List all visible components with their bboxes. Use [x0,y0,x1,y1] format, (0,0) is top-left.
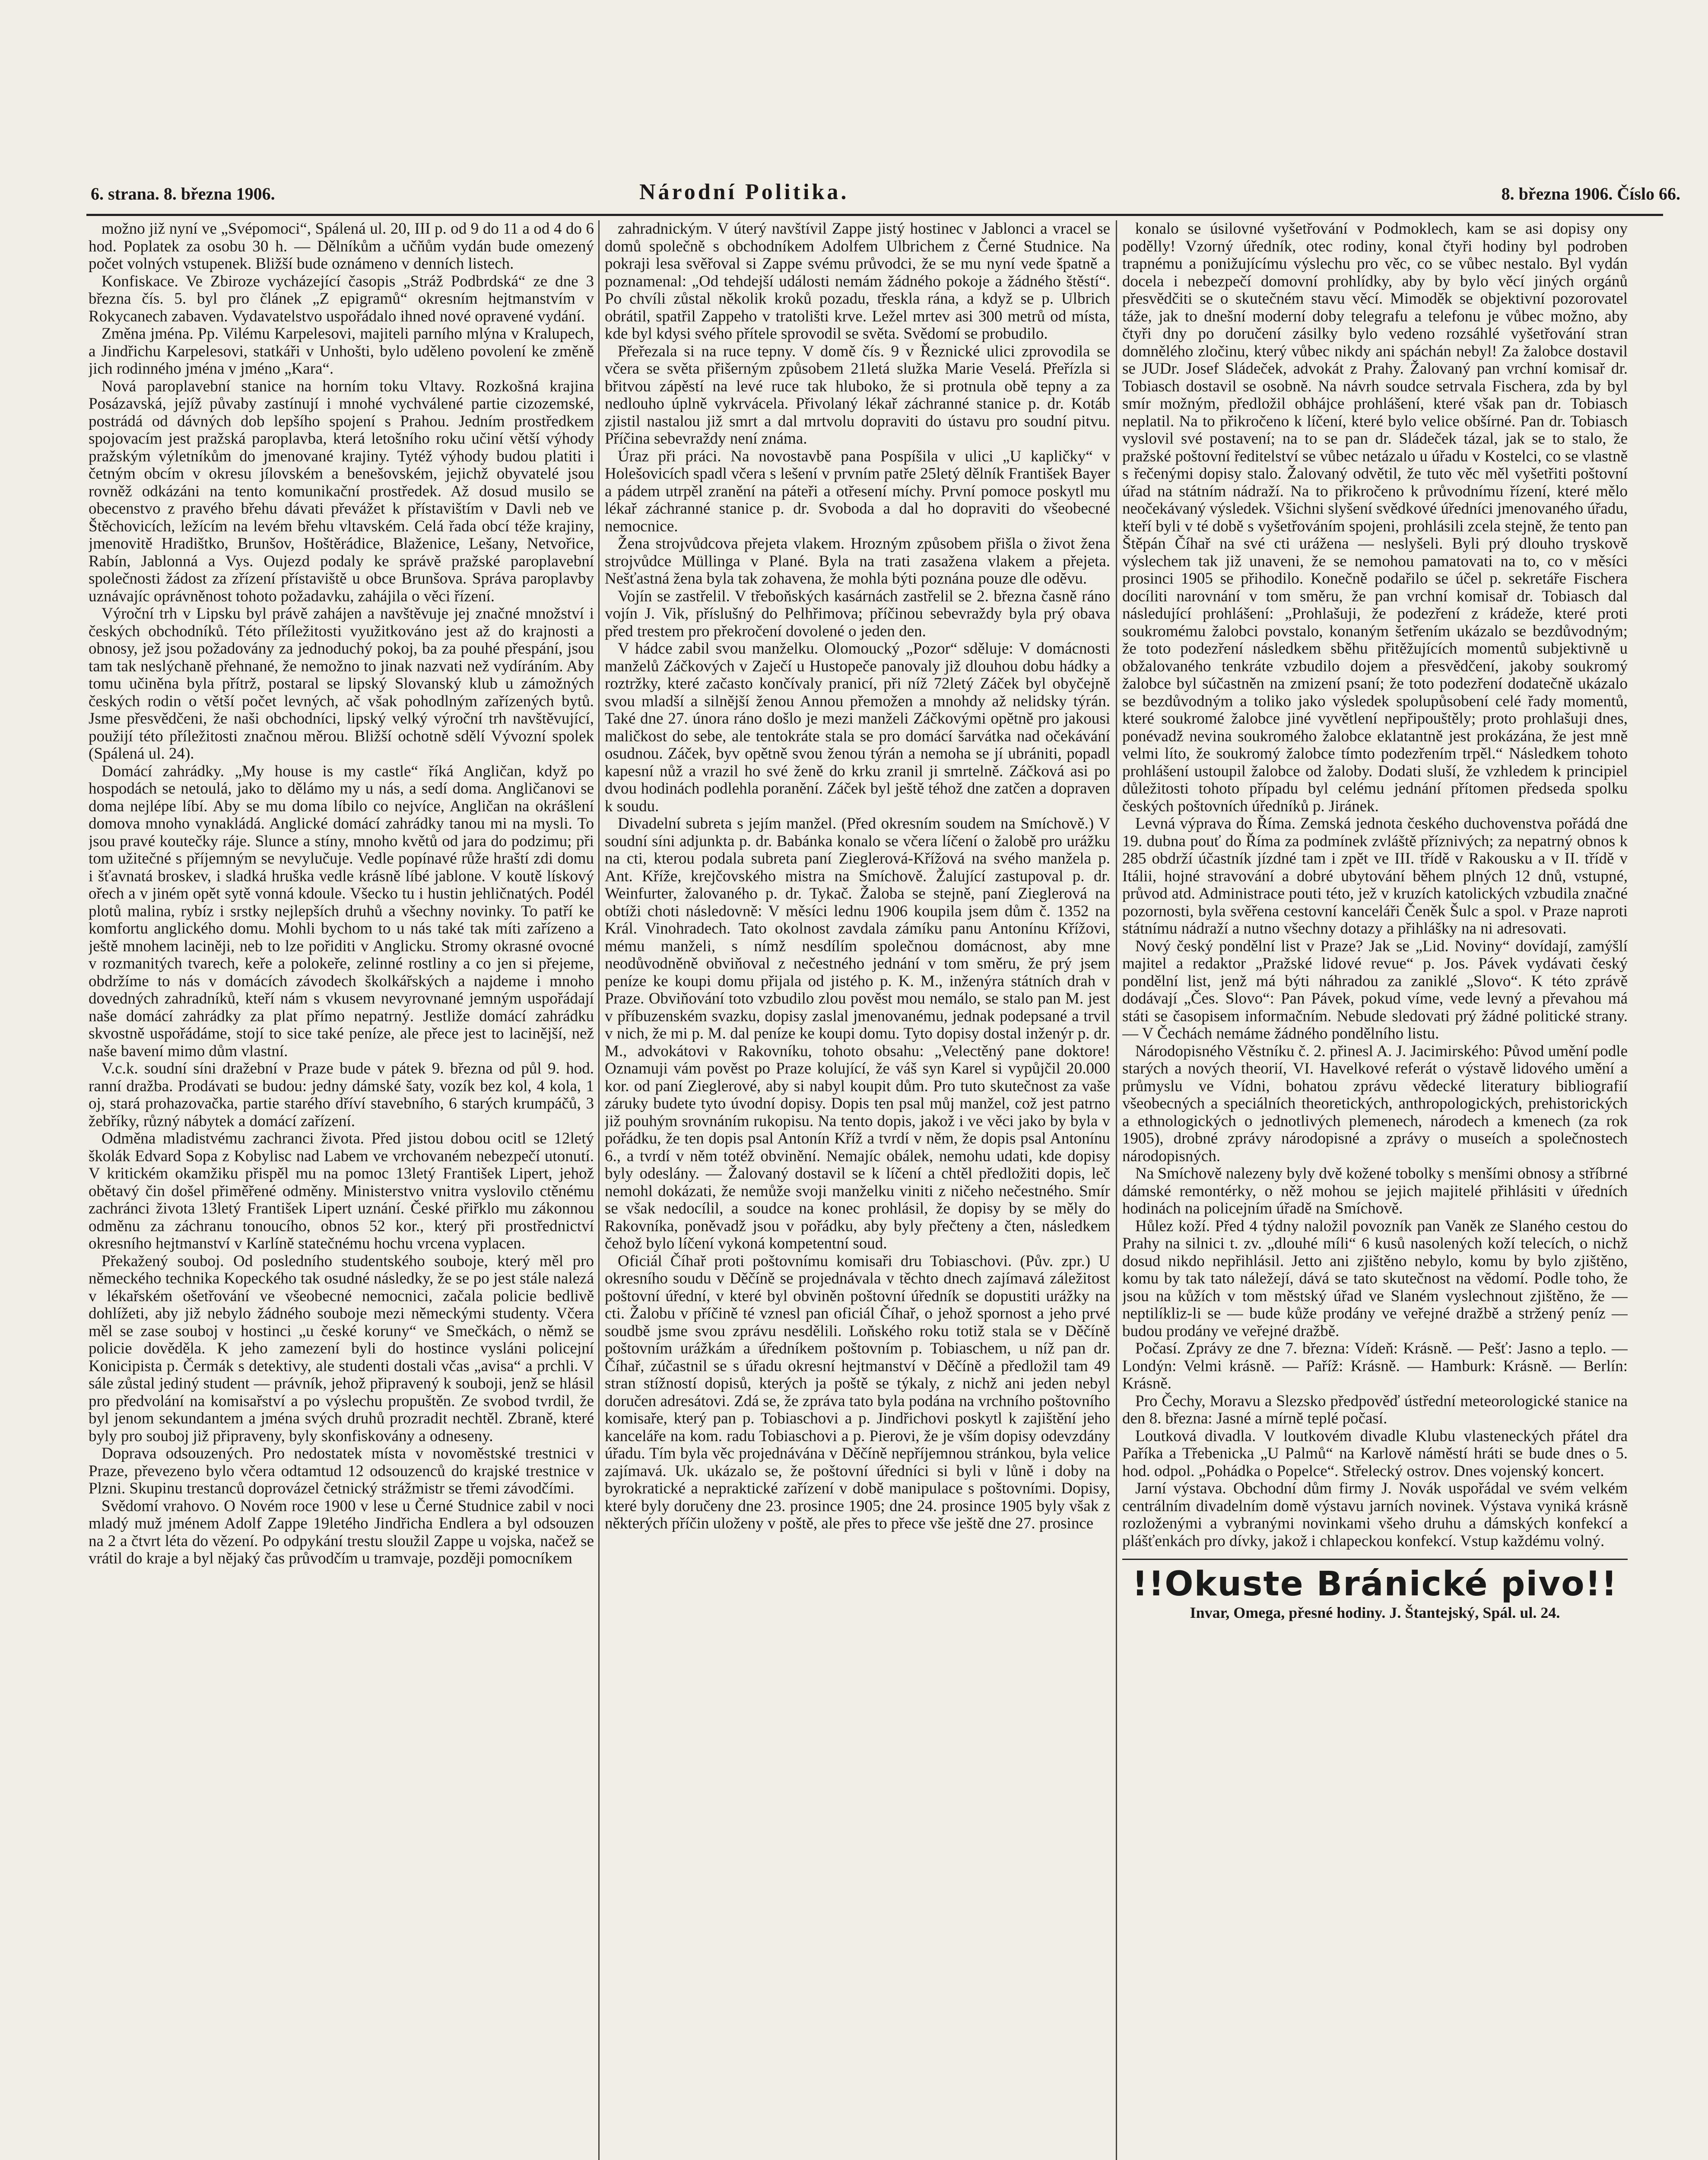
column-2 [605,220,1110,2160]
article-paragraph: Překažený souboj. Od posledního studentského souboje, který měl pro německého technika Kopeckého tak osudné následky, že se po jest stále nalezá v lékařském ošetřování ve všeobecné nemocnici, začala policie bedlivě dohlížeti, aby již nebylo žádného souboje mezi německými studenty. Včera měl se zase souboj v hostinci „u české koruny“ ve Smečkách, o němž se policie dověděla. K jeho zamezení byli do hostince vysláni policejní Konicipista p. Čermák s detektivy, ale studenti dostali včas „avisa“ a prchli. V sále zůstal jediný student — právník, jehož připravený k souboji, jenž se hlásil pro předvolání na komisařství a po výslechu propuštěn. Ze svobod tvrdil, že byl jenom sekundantem a jména svých druhů prozradit nechtěl. Zbraně, které byly pro souboj již připraveny, byly skonfiskovány a odneseny. [89,1252,594,1445]
article-paragraph: Pro Čechy, Moravu a Slezsko předpověď ústřední meteorologické stanice na den 8. března: Jasné a mírně teplé počasí. [1122,1392,1628,1427]
article-paragraph: Žena strojvůdcova přejeta vlakem. Hrozným způsobem přišla o život žena strojvůdce Müllinga v Plané. Byla na trati zasažena vlakem a přejeta. Nešťastná žena byla tak zohavena, že mohla býti poznána pouze dle oděvu. [605,535,1110,588]
ad-line: Invar, Omega, přesné hodiny. J. Štantejský, Spál. ul. 24. [1190,1604,1560,1621]
header-right: 8. března 1906. Číslo 66. [1501,184,1680,203]
article-paragraph: Doprava odsouzených. Pro nedostatek místa v novoměstské trestnici v Praze, převezeno bylo včera odtamtud 12 odsouzenců do krajské trestnice v Plzni. Skupinu trestanců doprovázel četnický strážmistr se třemi závodčími. [89,1445,594,1497]
article-paragraph: Loutková divadla. V loutkovém divadle Klubu vlasteneckých přátel dra Paříka a Třebenicka „U Palmů“ na Karlově náměstí hráti se bude dnes o 5. hod. odpol. „Pohádka o Popelce“. Střelecký ostrov. Dnes vojenský koncert. [1122,1427,1628,1480]
header-rule [86,214,1663,216]
article-paragraph: Změna jména. Pp. Vilému Karpelesovi, majiteli parního mlýna v Kralupech, a Jindřichu Karpelesovi, statkáři v Unhošti, bylo uděleno povolení ke změně jich rodinného jména v jméno „Kara“. [89,325,594,378]
article-paragraph: V hádce zabil svou manželku. Olomoucký „Pozor“ sděluje: V domácnosti manželů Záčkových v Zaječí u Hustopeče panovaly již dlouhou dobu hádky a roztržky, které začasto končívaly pranicí, při níž 72letý Záček byl obyčejně svou mladší a silnější ženou Annou přemožen a mnohdy až nelidsky týrán. Také dne 27. února ráno došlo je mezi manželi Záčkovými opětně pro jakousi maličkost do sebe, ale tentokráte stala se pro domácí šarvátka nad očekávání osudnou. Záček, byv opětně svou ženou týrán a nemoha se jí ubrániti, popadl kapesní nůž a vrazil ho své ženě do krku zranil ji smrtelně. Záčková asi po dvou hodinách podlehla poranění. Záček byl ještě téhož dne zatčen a dopraven k soudu. [605,640,1110,815]
beer-advertisement [1122,1559,1628,1622]
header-left: 6. strana. 8. března 1906. [91,184,275,203]
article-paragraph: Národopisného Věstníku č. 2. přinesl A. J. Jacimirského: Původ umění podle starých a nových theorií, VI. Havelkové referát o výstavě lidového umění a průmyslu ve Vídni, bohatou zprávu vědecké literatury bibliografií všeobecných a speciálních theoretických, anthropologických, prehistorických a ethnologických o jednotlivých plemenech, národech a kmenech (za rok 1905), drobné zprávy národopisné a zprávy o museích a společnostech národopisných. [1122,1042,1628,1165]
column-divider [1116,220,1117,2160]
column-3 [1122,220,1628,2160]
article-paragraph: Výroční trh v Lipsku byl právě zahájen a navštěvuje jej značné množství i českých obchodníků. Této příležitosti využitkováno jest až do krajnosti a obnosy, jež jsou požadovány za jednoduchý pokoj, ba za pouhé přespání, jsou tam tak neslýchaně přehnané, že nemožno to jinak nazvati než vydíráním. Aby tomu učiněna byla přítrž, postaral se lipský Slovanský klub u zámožných českých rodin o větší počet levných, ač však pohodlným zařízených bytů. Jsme přesvědčeni, že naši obchodníci, lipský velký výroční trh navštěvující, použijí této příležitosti značnou měrou. Bližší ochotně sdělí Vývozní spolek (Spálená ul. 24). [89,605,594,762]
page-header [35,179,1680,214]
article-paragraph: Konfiskace. Ve Zbiroze vycházející časopis „Stráž Podbrdská“ ze dne 3 března čís. 5. byl pro článek „Z epigramů“ okresním hejtmanstvím v Rokycanech zabaven. Vydavatelstvo uspořádalo ihned nové opravené vydání. [89,272,594,325]
article-paragraph: možno již nyní ve „Svépomoci“, Spálená ul. 20, III p. od 9 do 11 a od 4 do 6 hod. Poplatek za osobu 30 h. — Dělníkům a učňům vydán bude omezený počet volných vstupenek. Bližší bude oznámeno v denních listech. [89,220,594,273]
newspaper-page [35,0,1680,2160]
article-paragraph: konalo se úsilovné vyšetřování v Podmoklech, kam se asi dopisy ony podělly! Vzorný úředník, otec rodiny, konal čtyři hodiny byl podroben trapnému a ponižujícímu výslechu pro věc, co se vůbec nestalo. Byl vydán docela i nebezpečí domovní prohlídky, aby by bylo věcí jiných orgánů přesvědčiti se o skutečném stavu věcí. Mimoděk se objektivní pozorovatel táže, jak to dnešní moderní doby telegrafu a telefonu je vůbec možno, aby čtyři dny po doručení zásilky bylo vedeno rozsáhlé vyšetřování stran domnělého zločinu, který vůbec nikdy ani spáchán nebyl! Za žalobce dostavil se JUDr. Josef Sládeček, advokát z Prahy. Žalovaný pan vrchní komisař dr. Tobiasch dostavil se osobně. Na návrh soudce setrvala Fischera, zda by byl smír možným, předložil obhájce prohlášení, které však pan dr. Tobiasch neplatil. Na to přikročeno k líčení, které bylo velice obšírné. Pan dr. Tobiasch vyslovil své postavení; na to se pan dr. Sládeček tázal, jak se to stalo, že pražské poštovní ředitelství se vůbec netázalo u úřadu v Kostelci, co se vlastně s řečenými dopisy stalo. Žalovaný odvětil, že tuto věc měl vyšetřiti poštovní úřad na státním nádraží. Na to přikročeno k průvodnímu řízení, které mělo neočekávaný výsledek. Všichni slyšení svědkové úředníci jmenovaného úřadu, kteří byli v té době s vyšetřováním spojeni, prohlásili zcela stejně, že tento pan Štěpán Číhař na své cti urážena — neslyšeli. Byli prý dlouho tryskově výslechem tak již unaveni, že se nemohou pamatovati na to, co v měsíci prosinci 1905 se přihodilo. Konečně podařilo se účel p. sekretáře Fischera docíliti narovnání v tom směru, že pan vrchní komisař dr. Tobiasch dal následující prohlášení: „Prohlašuji, že podezření z krádeže, které proti soukromému žalobci povstalo, konaným šetřením ukázalo se bezdůvodným; že toto podezření následkem sběhu přitěžujících momentů subjektivně u obžalovaného tenkráte vzbudilo dojem a přesvědčení, jakoby soukromý žalobce byl súčastněn na zmizení psaní; že toto podezření dodatečně ukázalo se bezdůvodným a toliko jako výsledek spolupůsobení celé řady momentů, které soukromé žalobce jiné vyvětlení nepřipouštěly; proto prohlašuji dnes, ponévadž nevina soukromého žalobce eklatantně jest prokázána, že jest mně velmi líto, že soukromý žalobce tímto podezřením trpěl.“ Následkem tohoto prohlášení ustoupil žalobce od žaloby. Dodati sluší, že vzhledem k principiel důležitosti tohoto případu byl celému jednání přítomen předseda spolku českých poštovních úředníků p. Jiránek. [1122,220,1628,815]
article-paragraph: Vojín se zastřelil. V třeboňských kasárnách zastřelil se 2. března časně ráno vojín J. Vik, příslušný do Pelhřimova; příčinou sebevraždy byla prý obava před trestem pro překročení dovolené o jeden den. [605,587,1110,640]
article-paragraph: V.c.k. soudní síni dražební v Praze bude v pátek 9. března od půl 9. hod. ranní dražba. Prodávati se budou: jedny dámské šaty, vozík bez kol, 4 kola, 1 oj, stará prohazovačka, partie starého dříví stavebního, 6 starých krumpáčů, 3 žebříky, různý nábytek a domácí zařízení. [89,1060,594,1130]
article-paragraph: Odměna mladistvému zachranci života. Před jistou dobou ocitl se 12letý školák Edvard Sopa z Kobylisc nad Labem ve vrchovaném nebezpečí utonutí. V kritickém okamžiku přispěl mu na pomoc 13letý František Lipert, jehož obětavý čin došel přiměřené odměny. Ministerstvo vnitra vyslovilo ctěnému zachránci života 13letý František Lipert uznání. České přiřklo mu zákonnou odměnu za záchranu tonoucího, obnos 52 kor., který při prostřednictví okresního hejtmanství v Karlíně statečnému hochu vrcena vyplacen. [89,1130,594,1252]
article-paragraph: Nový český pondělní list v Praze? Jak se „Lid. Noviny“ dovídají, zamýšlí majitel a redaktor „Pražské lidové revue“ p. Jos. Pávek vydávati český pondělní list, jenž má býti náhradou za zaniklé „Slovo“. K této zprávě dodávají „Čes. Slovo“: Pan Pávek, pokud víme, vede levný a převahou má státi se časopisem informačním. Nebude sledovati prý žádné politické strany. — V Čechách nemáme žádného pondělního listu. [1122,937,1628,1042]
masthead-title: Národní Politika. [639,180,849,204]
article-paragraph: Počasí. Zprávy ze dne 7. března: Vídeň: Krásně. — Pešť: Jasno a teplo. — Londýn: Velmi krásně. — Paříž: Krásně. — Hamburk: Krásně. — Berlín: Krásně. [1122,1340,1628,1392]
article-paragraph: Domácí zahrádky. „My house is my castle“ říká Angličan, když po hospodách se netoulá, jako to dělámo my u nás, a sedí doma. Angličanovi se doma nejlépe líbí. Aby se mu doma líbilo co nejvíce, Angličan na okrášlení domova mnoho vynakládá. Anglické domácí zahrádky tanou mi na mysli. To jsou pravé koutečky ráje. Slunce a stíny, mnoho květů od jara do podzimu; při tom užitečné s příjemným se nevylučuje. Vedle popínavé růže hraští zdi domu i šťavnatá broskev, i sladká hruška vedle krásně líbé jablone. V koutě lískový ořech a v jiném opět sytě vonná kdoule. Všecko tu i hustin jehličnatých. Podél plotů malina, rybíz i srstky nejlepších druhů a všechny novinky. To patří ke komfortu anglického domu. Mohli bychom to u nás také tak míti zařízeno a ještě mnohem laciněji, neb to lze pořiditi v Anglicku. Stromy okrasné ovocné v rozmanitých tvarech, keře a polokeře, zelinné rostliny a co jen si přejeme, obdržíme to nás v domácích závodech školkářských a najdeme i mnoho dovedných zahradníků, kteří nám s vkusem nevyrovnané jemným uspořádají naše domácí zahrádky za plat přímo nepatrný. Jestliže domácí zahrádku skvostně uspořádáme, stojí to sice také peníze, ale přece jest to lacinější, než naše bavení mimo dům vlastní. [89,762,594,1060]
article-paragraph: Přeřezala si na ruce tepny. V domě čís. 9 v Řeznické ulici zprovodila se včera se světa přišerným způsobem 21letá služka Marie Veselá. Přeřízla si břitvou zápěstí na levé ruce tak hluboko, že si protnula obě tepny a za nedlouho úplně vykrvácela. Přivolaný lékař záchranné stanice p. dr. Kotáb zjistil nastalou již smrt a dal mrtvolu dopraviti do ústavu pro soudní pitvu. Příčina sebevraždy není známa. [605,342,1110,448]
column-1 [89,220,594,2160]
article-paragraph: Levná výprava do Říma. Zemská jednota českého duchovenstva pořádá dne 19. dubna pouť do Říma za podmínek zvláště příznivých; za nepatrný obnos k 285 obdrží účastník jízdné tam i zpět ve III. třídě v Rakousku a v II. třídě v Itálii, hojné stravování a dobré ubytování během plných 12 dnů, vstupné, průvod atd. Administrace pouti této, jež v kruzích katolických vzbudila značné pozornosti, byla svěřena cestovní kanceláři Čeněk Šulc a spol. v Praze naproti státnímu nádraží a nutno všechny dotazy a přihlášky na ni adresovati. [1122,815,1628,937]
article-paragraph: Na Smíchově nalezeny byly dvě kožené tobolky s menšími obnosy a stříbrné dámské remontérky, o něž mohou se jejich majitelé přihlásiti v úředních hodinách na policejním úřadě na Smíchově. [1122,1165,1628,1217]
article-paragraph: Nová paroplavební stanice na horním toku Vltavy. Rozkošná krajina Posázavská, jejíž půvaby zastínují i mnohé vychválené partie cizozemské, postrádá od dávných dob lepšího spojení s Prahou. Jedním prostředkem spojovacím jest pražská paroplavba, která letošního roku učiní větší výhody pražským výletníkům do jmenované krajiny. Tytéž výhody budou platiti i četným obcím v okresu jílovském a benešovském, jejichž obyvatelé jsou rovněž odkázáni na tento komunikační prostředek. Až dosud musilo se obecenstvo z pravého břehu dávati převážet k přístavištím v Davli neb ve Štěchovicích, ležícím na levém břehu vltavském. Celá řada obcí téže krajiny, jmenovitě Hradištko, Brunšov, Hoštěrádice, Blaženice, Lešany, Netvořice, Rabín, Jablonná a Vys. Oujezd podaly ke správě pražské paroplavební společnosti žádost za zřízení přístaviště u obce Brunšova. Správa paroplavby uznávajíc oprávněnost tohoto požadavku, zahájila o věci řízení. [89,377,594,605]
article-paragraph: Jarní výstava. Obchodní dům firmy J. Novák uspořádal ve svém velkém centrálním divadelním domě výstavu jarních novinek. Výstava vyniká krásně rozloženými a vybranými novinkami všeho druhu a dámských konfekcí a plášťenkách pro dívky, jakož i chlapeckou konfekcí. Vstup každému volný. [1122,1480,1628,1550]
column-divider [598,220,600,2160]
article-paragraph: Svědomí vrahovo. O Novém roce 1900 v lese u Černé Studnice zabil v noci mladý muž jménem Adolf Zappe 19letého Jindřicha Endlera a byl odsouzen na 2 a čtvrt léta do vězení. Po odpykání trestu sloužil Zappe u vojska, načež se vrátil do kraje a byl nějaký čas průvodčím u tramvaje, později pomocníkem [89,1497,594,1567]
article-paragraph: Hůlez koží. Před 4 týdny naložil povozník pan Vaněk ze Slaného cestou do Prahy na silnici t. zv. „dlouhé míli“ 6 kusů nasolených koží telecích, o nichž dosud nikdo nepřihlásil. Jetto ani zjištěno nebylo, komu by bylo zjištěno, komu by tak tato náležejí, dává se tato skutečnost na vědomí. Podle toho, že jsou na kůžích v tom městský úřad ve Slaném vyslechnout zjištěno, že — neptilíkliz-li se — bude kůže prodány ve veřejné dražbě a stržený peníz — budou prodány ve veřejné dražbě. [1122,1217,1628,1340]
article-paragraph: Úraz při práci. Na novostavbě pana Pospíšila v ulici „U kapličky“ v Holešovicích spadl včera s lešení v prvním patře 25letý dělník František Bayer a pádem utrpěl zranění na páteři a otřesení míchy. První pomoce poskytl mu lékař záchranné stanice p. dr. Svoboda a dal ho dopraviti do všeobecné nemocnice. [605,447,1110,535]
article-paragraph: zahradnickým. V úterý navštívil Zappe jistý hostinec v Jablonci a vracel se domů společně s obchodníkem Adolfem Ulbrichem z Černé Studnice. Na pokraji lesa svěřoval si Zappe svému průvodci, že se mu nyní vede špatně a poznamenal: „Od tehdejší události nemám žádného pokoje a žádného štěstí“. Po chvíli zůstal několik kroků pozadu, třeskla rána, a když se p. Ulbrich obrátil, spatřil Zappeho v tratolišti krve. Ležel mrtev asi 300 metrů od místa, kde byl kdysi svého přítele sprovodil se světa. Svědomí se probudilo. [605,220,1110,343]
ad-slogan: !!Okuste Bránické pivo!! [1132,1565,1618,1604]
article-paragraph: Oficiál Číhař proti poštovnímu komisaři dru Tobiaschovi. (Pův. zpr.) U okresního soudu v Děčíně se projednávala v těchto dnech zajímavá záležitost poštovní úřední, v které byl obviněn poštovní úředník se dopustiti urážky na cti. Žalobu v příčině té vznesl pan oficiál Číhař, o jehož spornost a jeho prvé soudbě jsme svou zprávu nesdělili. Loňského roku totiž stala se v Děčíně poštovním urážkám a úředníkem poštovním p. Tobiaschem, u níž pan dr. Číhař, zúčastnil se s úřadu okresní hejtmanství v Děčíně a předložil tam 49 stran stížností dopisů, kterých ja poště se týkaly, z nichž ani jeden nebyl doručen adresátovi. Zdá se, že zpráva tato byla podána na vrchního poštovního komisaře, který pan p. Tobiaschovi a p. Jindřichovi poskytl k zajištění jeho kanceláře na kom. radu Tobiaschovi a p. Pierovi, že je vším dopisy odevzdány úřadu. Tím byla věc projednávána v Děčíně nepříjemnou stránkou, byla velice zajímavá. Uk. ukázalo se, že poštovní úředníci si byli v lůně i doby na byrokratické a nepraktické zařízení v době manipulace s poštovními. Dopisy, které byly doručeny dne 23. prosince 1905; dne 24. prosince 1905 byly však z některých příčin uloženy v poště, ale přes to přece vše ještě dne 27. prosince [605,1252,1110,1532]
article-paragraph: Divadelní subreta s jejím manžel. (Před okresním soudem na Smíchově.) V soudní síni adjunkta p. dr. Babánka konalo se včera líčení o žalobě pro urážku na cti, kterou podala subreta paní Zieglerová-Křížová na svého manžela p. Ant. Kříže, krejčovského mistra na Smíchově. Žalující zastupoval p. dr. Weinfurter, žalovaného p. dr. Tykač. Žaloba se stejně, paní Zieglerová na obtíži choti následovně: V měsíci lednu 1906 koupila jsem dům č. 1352 na Král. Vinohradech. Tato okolnost zavdala zámíku panu Antonínu Křížovi, mému manželi, s nímž nesdílím společnou domácnost, aby mne neodůvodněně obviňoval z nečestného jednání v tom směru, že prý jsem peníze ke koupi domu přijala od jistého p. K. M., inženýra státních drah v Praze. Obviňování toto vzbudilo zlou pověst mou nemálo, se stalo pan M. jest v příbuzenském svazku, dopisy zaslal jmenovanému, jednak podepsané a trvil v nich, že mi p. M. dal peníze ke koupi domu. Tyto dopisy dostal inženýr p. dr. M., advokátovi v Rakovníku, tohoto obsahu: „Velectěný pane doktore! Oznamuji vám pověst po Praze kolující, že váš syn Karel si vypůjčil 20.000 kor. od paní Zieglerové, aby si nabyl koupit dům. Pro tuto skutečnost za vaše záruky budete tyto úvodní dopisy. Dopis ten psal můj manžel, což jest patrno již pouhým srovnáním rukopisu. Na tento dopis, jakož i ve věci jako by byla v pořádku, že ten dopis psal Antonín Kříž a tvrdí v něm, že dopis psal Antonínu 6., a tvrdí v něm totéž obvinění. Nemajíc obálek, nemohu udati, kde dopisy byly odeslány. — Žalovaný dostavil se k líčení a chtěl předložiti dopis, leč nemohl dokázati, že nemůže svoji manželku viniti z ničeho nečestného. Smír se však nedocílil, a soudce na konec prohlásil, že dopisy by se měly do Rakovníka, poněvadž jsou v pořádku, aby byly přečteny a čten, následkem čehož bylo líčení vykoná kompetentní soud. [605,815,1110,1252]
